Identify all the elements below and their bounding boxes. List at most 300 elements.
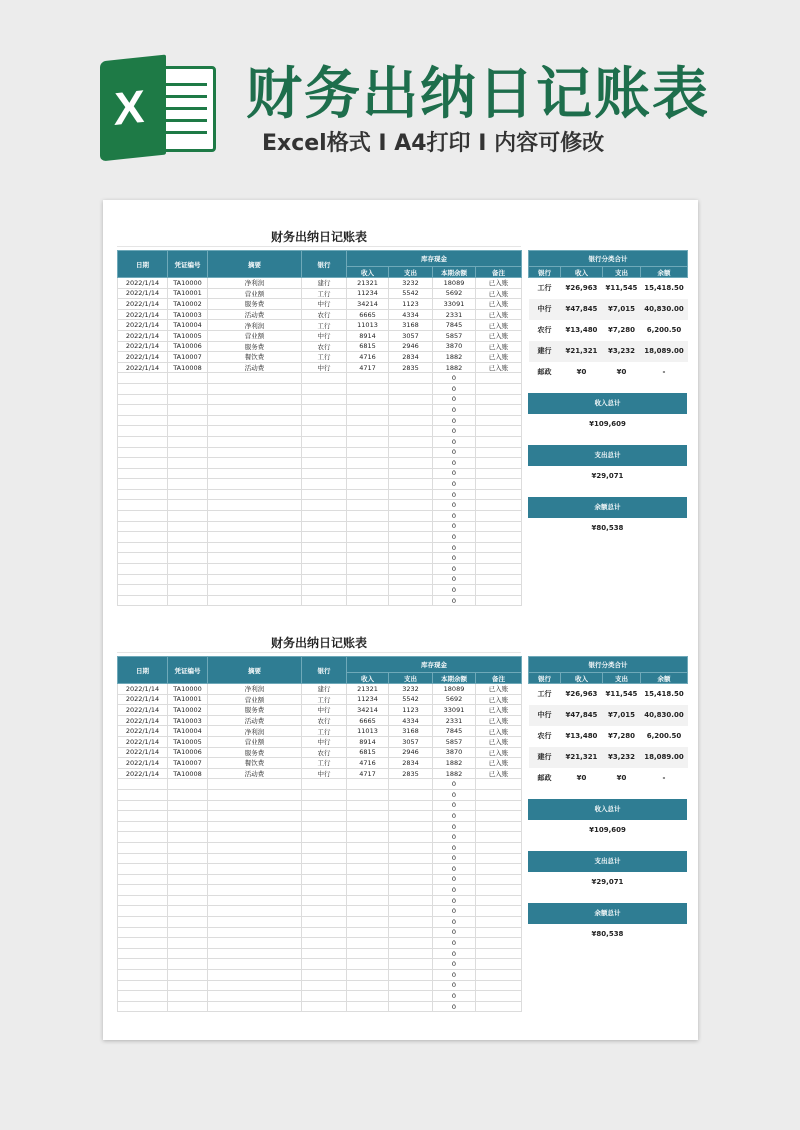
table-cell <box>347 426 389 437</box>
table-cell: 净利润 <box>208 726 302 737</box>
table-cell <box>302 595 347 606</box>
table-cell <box>118 906 168 917</box>
table-cell: 6815 <box>347 747 389 758</box>
table-cell: 2834 <box>389 352 433 363</box>
bank-cell: ¥3,232 <box>603 341 641 362</box>
table-cell: 2946 <box>389 747 433 758</box>
table-cell <box>118 842 168 853</box>
bank-cell: ¥11,545 <box>605 284 638 293</box>
table-cell <box>208 864 302 875</box>
table-cell: 6665 <box>347 715 389 726</box>
table-cell <box>168 405 208 416</box>
table-cell <box>389 394 433 405</box>
bank-cell: ¥7,280 <box>607 326 635 334</box>
table-cell <box>118 1001 168 1012</box>
table-row <box>118 747 522 758</box>
table-cell: 活动费 <box>208 309 302 320</box>
table-cell <box>118 927 168 938</box>
table-cell <box>118 874 168 885</box>
table-cell <box>302 885 347 896</box>
balance-cell: 0 <box>433 980 476 991</box>
table-cell: 3168 <box>389 726 433 737</box>
table-cell: 2022/1/14 <box>118 330 168 341</box>
table-cell: 5542 <box>389 694 433 705</box>
bank-cell: 6,200.50 <box>646 326 682 334</box>
table-cell <box>347 511 389 522</box>
table-cell <box>476 564 522 575</box>
table-cell: 1882 <box>433 768 476 779</box>
table-cell <box>347 811 389 822</box>
table-cell <box>168 521 208 532</box>
bank-cell: 15,418.50 <box>644 284 684 293</box>
table-cell: 餐饮费 <box>208 758 302 769</box>
bank-row <box>529 320 688 341</box>
table-cell <box>118 436 168 447</box>
table-cell <box>389 864 433 875</box>
table-cell: TA10004 <box>168 726 208 737</box>
balance-cell: 0 <box>433 948 476 959</box>
table-cell <box>302 458 347 469</box>
table-cell <box>208 574 302 585</box>
balance-cell: 0 <box>433 800 476 811</box>
table-cell <box>347 436 389 447</box>
bank-cell: 建行 <box>529 341 561 362</box>
col-header: 日期 <box>118 251 168 278</box>
table-row <box>118 917 522 928</box>
bank-cell: ¥7,280 <box>607 732 635 740</box>
table-cell <box>118 853 168 864</box>
table-cell: 服务费 <box>208 299 302 310</box>
table-cell: TA10008 <box>168 362 208 373</box>
table-cell <box>476 574 522 585</box>
table-cell: 已入账 <box>476 715 522 726</box>
table-cell <box>208 991 302 1002</box>
page-subtitle: Excel格式 I A4打印 I 内容可修改 <box>262 131 605 156</box>
table-cell <box>476 553 522 564</box>
table-cell <box>118 373 168 384</box>
table-row <box>118 574 522 585</box>
table-cell: 活动费 <box>208 715 302 726</box>
excel-logo-icon: X <box>100 58 218 158</box>
table-cell <box>118 415 168 426</box>
table-cell <box>302 542 347 553</box>
table-cell: 中行 <box>302 330 347 341</box>
table-cell <box>208 532 302 543</box>
table-cell <box>168 779 208 790</box>
table-row <box>118 564 522 575</box>
table-cell: 已入账 <box>476 726 522 737</box>
table-cell <box>302 415 347 426</box>
table-cell: 2022/1/14 <box>118 758 168 769</box>
table-row <box>118 405 522 416</box>
table-cell: 1882 <box>433 758 476 769</box>
bank-cell: 工行 <box>537 690 552 699</box>
summary-panel <box>528 656 687 945</box>
table-cell <box>208 779 302 790</box>
table-cell <box>302 980 347 991</box>
table-cell <box>208 832 302 843</box>
table-cell <box>168 458 208 469</box>
balance-cell: 0 <box>433 574 476 585</box>
table-row <box>118 895 522 906</box>
table-cell: 工行 <box>302 694 347 705</box>
table-cell <box>389 373 433 384</box>
table-cell: TA10004 <box>168 320 208 331</box>
table-cell <box>118 991 168 1002</box>
col-group-header: 库存现金 <box>347 251 522 267</box>
table-cell <box>476 500 522 511</box>
table-cell <box>302 906 347 917</box>
table-cell <box>208 521 302 532</box>
bank-cell: 建行 <box>529 747 561 768</box>
table-row <box>118 553 522 564</box>
table-cell: 已入账 <box>476 705 522 716</box>
table-cell <box>168 468 208 479</box>
table-cell <box>118 585 168 596</box>
table-cell <box>347 532 389 543</box>
table-cell <box>347 458 389 469</box>
table-cell <box>118 574 168 585</box>
table-cell <box>208 479 302 490</box>
table-cell: 18089 <box>433 684 476 695</box>
table-cell <box>168 853 208 864</box>
balance-cell: 0 <box>433 864 476 875</box>
total-value: ¥29,071 <box>591 471 624 480</box>
table-cell <box>302 436 347 447</box>
balance-cell: 0 <box>433 479 476 490</box>
table-cell <box>168 970 208 981</box>
table-cell <box>476 789 522 800</box>
col-header: 银行 <box>302 251 347 278</box>
table-cell <box>302 405 347 416</box>
table-cell: 1882 <box>433 352 476 363</box>
table-cell <box>389 405 433 416</box>
table-cell <box>118 447 168 458</box>
table-cell <box>302 864 347 875</box>
table-cell: TA10002 <box>168 299 208 310</box>
table-cell <box>347 383 389 394</box>
table-cell: 2022/1/14 <box>118 352 168 363</box>
col-header: 摘要 <box>208 657 302 684</box>
table-cell <box>302 383 347 394</box>
table-cell <box>302 970 347 981</box>
table-row <box>118 278 522 289</box>
table-cell: 1882 <box>433 362 476 373</box>
table-cell: 已入账 <box>476 758 522 769</box>
table-cell <box>389 938 433 949</box>
table-cell <box>118 458 168 469</box>
balance-cell: 0 <box>433 468 476 479</box>
table-cell <box>118 885 168 896</box>
total-value: ¥29,071 <box>591 877 624 886</box>
balance-cell: 0 <box>433 853 476 864</box>
col-header: 银行 <box>529 673 561 684</box>
table-row <box>118 800 522 811</box>
table-cell <box>208 938 302 949</box>
table-cell <box>389 1001 433 1012</box>
table-cell: 餐饮费 <box>208 352 302 363</box>
table-cell: 2022/1/14 <box>118 726 168 737</box>
table-cell <box>208 405 302 416</box>
balance-cell: 0 <box>433 811 476 822</box>
table-cell <box>118 970 168 981</box>
table-cell: 3057 <box>389 736 433 747</box>
table-cell <box>389 917 433 928</box>
table-cell <box>347 394 389 405</box>
table-cell <box>118 468 168 479</box>
table-cell <box>389 585 433 596</box>
table-cell: 5857 <box>433 736 476 747</box>
table-cell <box>347 479 389 490</box>
table-cell <box>168 574 208 585</box>
table-cell <box>389 906 433 917</box>
table-row <box>118 352 522 363</box>
table-cell: TA10001 <box>168 288 208 299</box>
table-cell: 营业额 <box>208 694 302 705</box>
total-label: 支出总计 <box>528 445 687 466</box>
table-cell <box>389 479 433 490</box>
table-row <box>118 789 522 800</box>
table-cell <box>208 948 302 959</box>
table-cell <box>347 1001 389 1012</box>
table-cell <box>347 842 389 853</box>
table-cell: 服务费 <box>208 341 302 352</box>
balance-cell: 0 <box>433 991 476 1002</box>
table-row <box>118 842 522 853</box>
table-cell <box>389 970 433 981</box>
table-cell <box>389 415 433 426</box>
total-value: ¥80,538 <box>591 523 624 532</box>
table-row <box>118 436 522 447</box>
table-cell <box>389 521 433 532</box>
bank-summary-table <box>528 250 688 383</box>
table-cell <box>168 864 208 875</box>
table-cell <box>208 436 302 447</box>
table-cell <box>347 553 389 564</box>
table-cell: 已入账 <box>476 278 522 289</box>
table-cell <box>118 426 168 437</box>
table-cell <box>118 779 168 790</box>
table-cell <box>168 511 208 522</box>
col-header: 凭证编号 <box>168 657 208 684</box>
table-cell: 11234 <box>347 694 389 705</box>
bank-cell: 40,830.00 <box>641 299 688 320</box>
table-cell <box>118 532 168 543</box>
table-row <box>118 511 522 522</box>
col-header: 支出 <box>603 267 641 278</box>
table-row <box>118 288 522 299</box>
table-cell <box>476 906 522 917</box>
table-cell <box>347 595 389 606</box>
bank-cell: 农行 <box>537 326 552 334</box>
table-cell <box>347 521 389 532</box>
table-cell: 建行 <box>302 278 347 289</box>
table-cell <box>476 970 522 981</box>
table-row <box>118 832 522 843</box>
table-cell <box>476 468 522 479</box>
table-cell <box>168 553 208 564</box>
table-cell <box>389 447 433 458</box>
table-cell <box>208 500 302 511</box>
table-cell <box>476 511 522 522</box>
table-cell: 2331 <box>433 715 476 726</box>
table-cell: TA10003 <box>168 715 208 726</box>
table-cell <box>168 895 208 906</box>
table-cell <box>208 959 302 970</box>
balance-cell: 0 <box>433 373 476 384</box>
table-cell <box>302 585 347 596</box>
table-cell: 已入账 <box>476 309 522 320</box>
bank-cell: ¥47,845 <box>561 705 603 726</box>
balance-cell: 0 <box>433 1001 476 1012</box>
table-cell <box>168 426 208 437</box>
table-cell: 已入账 <box>476 694 522 705</box>
table-cell <box>118 479 168 490</box>
table-cell <box>476 458 522 469</box>
table-cell: TA10007 <box>168 758 208 769</box>
table-cell <box>347 948 389 959</box>
col-header: 摘要 <box>208 251 302 278</box>
balance-cell: 0 <box>433 959 476 970</box>
table-cell <box>118 595 168 606</box>
bank-row <box>529 768 688 789</box>
table-cell <box>208 895 302 906</box>
table-cell: 服务费 <box>208 705 302 716</box>
balance-cell: 0 <box>433 521 476 532</box>
total-value: ¥109,609 <box>589 419 626 428</box>
table-cell <box>168 595 208 606</box>
table-row <box>118 874 522 885</box>
table-cell <box>389 574 433 585</box>
balance-cell: 0 <box>433 789 476 800</box>
table-cell <box>476 521 522 532</box>
table-cell <box>476 595 522 606</box>
table-cell <box>168 938 208 949</box>
table-cell <box>208 811 302 822</box>
table-cell <box>347 373 389 384</box>
table-cell <box>118 542 168 553</box>
table-cell <box>118 564 168 575</box>
table-cell: 工行 <box>302 288 347 299</box>
table-cell: 工行 <box>302 352 347 363</box>
table-cell: 4717 <box>347 768 389 779</box>
table-cell <box>347 564 389 575</box>
table-cell <box>389 948 433 959</box>
table-cell: 34214 <box>347 299 389 310</box>
bank-cell: - <box>662 368 666 376</box>
table-cell: 农行 <box>302 341 347 352</box>
table-cell <box>118 948 168 959</box>
table-cell <box>347 938 389 949</box>
table-cell <box>476 373 522 384</box>
table-cell <box>168 383 208 394</box>
table-cell <box>118 500 168 511</box>
table-row <box>118 415 522 426</box>
table-cell <box>118 789 168 800</box>
table-cell <box>118 521 168 532</box>
table-row <box>118 394 522 405</box>
balance-cell: 0 <box>433 415 476 426</box>
table-cell: 已入账 <box>476 299 522 310</box>
total-label: 收入总计 <box>528 393 687 414</box>
table-cell: 营业额 <box>208 736 302 747</box>
table-row <box>118 853 522 864</box>
table-row <box>118 383 522 394</box>
table-cell: 营业额 <box>208 330 302 341</box>
table-cell <box>476 1001 522 1012</box>
table-cell: TA10007 <box>168 352 208 363</box>
table-cell: TA10001 <box>168 694 208 705</box>
table-cell <box>208 458 302 469</box>
table-cell: 2022/1/14 <box>118 715 168 726</box>
table-row <box>118 500 522 511</box>
table-cell <box>302 468 347 479</box>
table-cell <box>302 895 347 906</box>
table-row <box>118 980 522 991</box>
table-cell: 中行 <box>302 362 347 373</box>
table-cell <box>168 991 208 1002</box>
balance-cell: 0 <box>433 970 476 981</box>
table-cell <box>208 511 302 522</box>
table-cell <box>347 500 389 511</box>
table-row <box>118 489 522 500</box>
table-row <box>118 684 522 695</box>
table-cell <box>476 917 522 928</box>
table-cell <box>118 811 168 822</box>
table-cell <box>118 511 168 522</box>
table-cell <box>118 394 168 405</box>
table-cell <box>347 927 389 938</box>
table-cell: 已入账 <box>476 768 522 779</box>
bank-cell: 6,200.50 <box>646 732 682 740</box>
table-cell: 2022/1/14 <box>118 684 168 695</box>
balance-cell: 0 <box>433 874 476 885</box>
table-cell: 已入账 <box>476 330 522 341</box>
table-cell <box>208 917 302 928</box>
table-cell <box>302 959 347 970</box>
table-cell <box>389 500 433 511</box>
balance-cell: 0 <box>433 895 476 906</box>
table-cell <box>389 811 433 822</box>
table-cell: 6815 <box>347 341 389 352</box>
table-cell <box>208 906 302 917</box>
table-cell <box>168 832 208 843</box>
table-cell: 34214 <box>347 705 389 716</box>
balance-cell: 0 <box>433 383 476 394</box>
table-cell: 2022/1/14 <box>118 768 168 779</box>
table-cell <box>302 789 347 800</box>
table-cell <box>389 779 433 790</box>
table-cell <box>476 383 522 394</box>
bank-cell: ¥0 <box>576 774 587 782</box>
table-cell <box>208 1001 302 1012</box>
col-header: 本期余额 <box>433 267 476 278</box>
bank-row <box>529 747 688 768</box>
total-label: 支出总计 <box>528 851 687 872</box>
table-cell: 2022/1/14 <box>118 747 168 758</box>
table-cell <box>476 821 522 832</box>
table-cell: 农行 <box>302 309 347 320</box>
table-cell: 3232 <box>389 684 433 695</box>
col-header: 凭证编号 <box>168 251 208 278</box>
table-cell: 2022/1/14 <box>118 278 168 289</box>
sheet-paper <box>103 200 698 1040</box>
table-cell <box>302 521 347 532</box>
table-cell <box>208 415 302 426</box>
table-cell <box>168 789 208 800</box>
table-cell: 8914 <box>347 736 389 747</box>
table-cell <box>168 585 208 596</box>
